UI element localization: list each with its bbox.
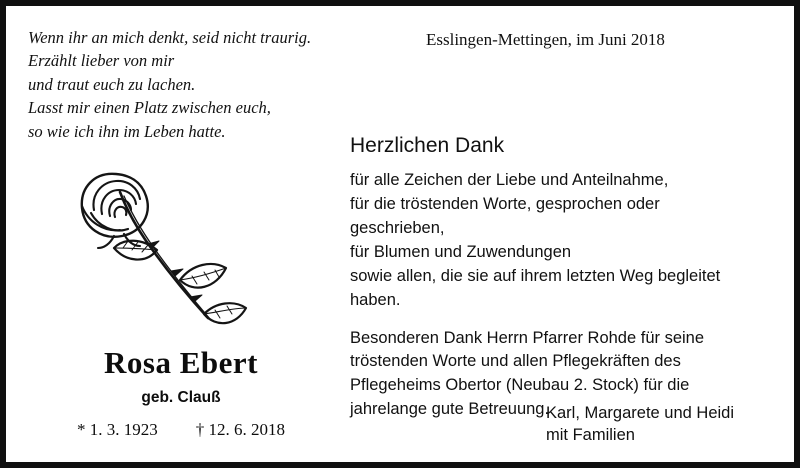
thanks-line: haben.	[350, 290, 401, 309]
page-title: Rosa Ebert	[104, 345, 258, 380]
thanks-line: geschrieben,	[350, 218, 445, 237]
poem-line: Erzählt lieber von mir	[28, 51, 175, 71]
thanks-line: für alle Zeichen der Liebe und Anteilnahme,	[350, 171, 669, 189]
thanks-line: für Blumen und Zuwendungen	[350, 242, 572, 261]
card-inner	[6, 6, 794, 462]
rose-illustration-icon	[58, 166, 308, 336]
thanks-paragraph-1	[350, 169, 780, 313]
signature-line: Karl, Margarete und Heidi	[546, 404, 735, 422]
signature-block	[546, 402, 734, 447]
birth-date: * 1. 3. 1923	[77, 420, 158, 440]
poem-line: Lasst mir einen Platz zwischen euch,	[28, 98, 271, 118]
thanks-line: tröstenden Worte und allen Pflegekräften des	[350, 352, 681, 371]
death-date: † 12. 6. 2018	[195, 420, 285, 440]
poem-line: Wenn ihr an mich denkt, seid nicht traurig.	[28, 28, 312, 47]
thanks-body	[350, 169, 780, 422]
thanks-line: sowie allen, die sie auf ihrem letzten Weg begleitet	[350, 266, 721, 285]
thanks-line: jahrelange gute Betreuung.	[350, 400, 550, 419]
place-and-date: Esslingen-Mettingen, im Juni 2018	[426, 30, 665, 49]
life-dates	[16, 420, 346, 440]
poem-line: und traut euch zu lachen.	[28, 74, 196, 94]
thanks-line: Besonderen Dank Herrn Pfarrer Rohde für seine	[350, 328, 705, 347]
thanks-line: Pflegeheims Obertor (Neubau 2. Stock) für die	[350, 376, 690, 395]
deceased-name-block	[16, 346, 346, 440]
thanks-heading: Herzlichen Dank	[350, 134, 505, 157]
poem-line: so wie ich ihn im Leben hatte.	[28, 121, 226, 141]
thanks-line: für die tröstenden Worte, gesprochen oder	[350, 194, 660, 213]
signature-line: mit Familien	[546, 426, 635, 445]
maiden-name: geb. Clauß	[141, 389, 221, 407]
poem-block	[28, 26, 358, 143]
